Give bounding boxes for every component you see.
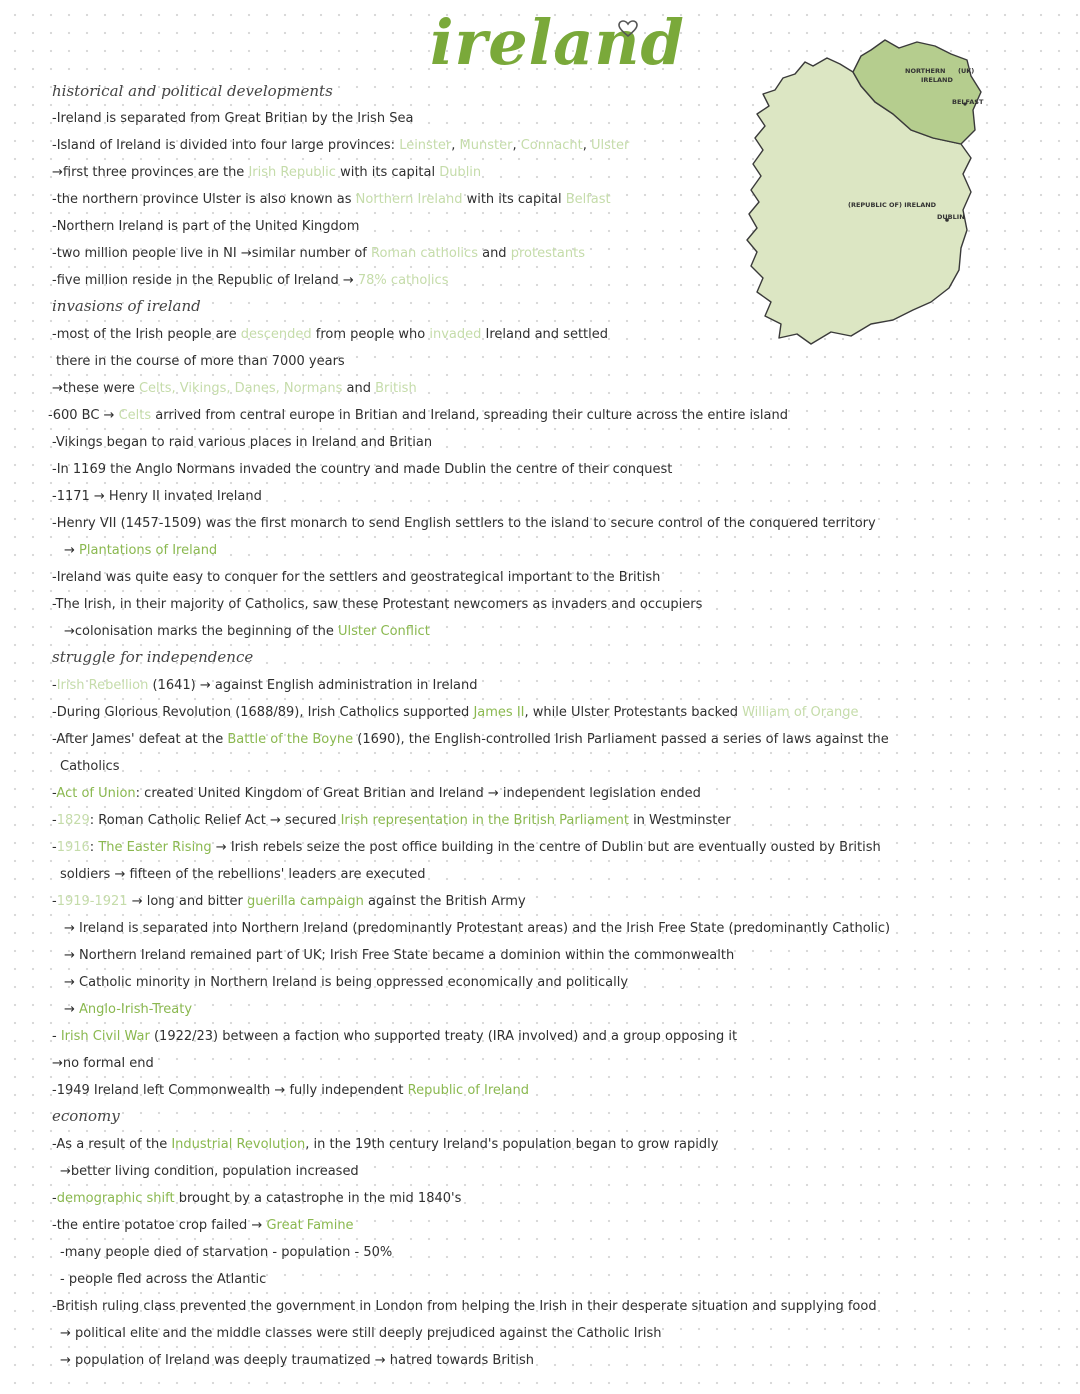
- note-line: soldiers → fifteen of the rebellions' leaders are executed: [60, 867, 426, 882]
- note-line: -1916: The Easter Rising → Irish rebels seize the post office building in the centre of Dublin but are eventually ousted by British: [52, 840, 881, 855]
- note-line: →these were Celts, Vikings, Danes, Normans and British: [52, 381, 417, 396]
- note-line: -1829: Roman Catholic Relief Act → secured Irish representation in the British Parliament in Westminster: [52, 813, 731, 828]
- note-line: -Henry VII (1457-1509) was the first monarch to send English settlers to the island to secure control of the conquered territory: [52, 516, 876, 531]
- note-line: →colonisation marks the beginning of the Ulster Conflict: [64, 624, 430, 639]
- note-line: -demographic shift brought by a catastrophe in the mid 1840's: [52, 1191, 462, 1206]
- map-label-ireland-north: IRELAND: [921, 76, 953, 84]
- note-line: -600 BC → Celts arrived from central europe in Britian and Ireland, spreading their culture across the entire island: [48, 408, 788, 423]
- note-line: -1919-1921 → long and bitter guerilla campaign against the British Army: [52, 894, 526, 909]
- note-line: -two million people live in NI →similar number of Roman catholics and protestants: [52, 246, 586, 261]
- note-line: -In 1169 the Anglo Normans invaded the country and made Dublin the centre of their conquest: [52, 462, 673, 477]
- map-label-belfast: BELFAST: [952, 98, 984, 106]
- section-heading-struggle: struggle for independence: [52, 648, 254, 666]
- note-line: -British ruling class prevented the government in London from helping the Irish in their desperate situation and supplying food: [52, 1299, 877, 1314]
- note-line: -After James' defeat at the Battle of the Boyne (1690), the English-controlled Irish Parliament passed a series of laws against the: [52, 732, 889, 747]
- note-line: -the entire potatoe crop failed → Great Famine: [52, 1218, 354, 1233]
- note-line: -During Glorious Revolution (1688/89), Irish Catholics supported James II, while Ulster Protestants backed William of Orange: [52, 705, 859, 720]
- note-line: -the northern province Ulster is also known as Northern Ireland with its capital Belfast: [52, 192, 611, 207]
- note-line: - people fled across the Atlantic: [60, 1272, 267, 1287]
- note-line: -Irish Rebellion (1641) → against English administration in Ireland: [52, 678, 478, 693]
- note-line: Catholics: [60, 759, 120, 774]
- note-line: → Plantations of Ireland: [64, 543, 218, 558]
- section-heading-invasions: invasions of ireland: [52, 297, 201, 315]
- note-line: -1171 → Henry II invated Ireland: [52, 489, 262, 504]
- map-label-northern: NORTHERN: [905, 67, 946, 75]
- ireland-map: [735, 34, 1000, 354]
- note-line: → Northern Ireland remained part of UK; Irish Free State became a dominion within the commonwealth: [64, 948, 735, 963]
- note-line: -five million reside in the Republic of Ireland → 78% catholics: [52, 273, 449, 288]
- note-line: -1949 Ireland left Commonwealth → fully independent Republic of Ireland: [52, 1083, 529, 1098]
- note-line: there in the course of more than 7000 years: [56, 354, 345, 369]
- note-line: →no formal end: [52, 1056, 154, 1071]
- note-line: -Ireland was quite easy to conquer for the settlers and geostrategical important to the British: [52, 570, 661, 585]
- note-line: -Island of Ireland is divided into four large provinces: Leinster, Munster, Connacht, Ulster: [52, 138, 630, 153]
- note-line: → Anglo-Irish-Treaty: [64, 1002, 193, 1017]
- note-line: → population of Ireland was deeply traumatized → hatred towards British: [60, 1353, 535, 1368]
- note-line: -Ireland is separated from Great Britian by the Irish Sea: [52, 111, 414, 126]
- note-line: →first three provinces are the Irish Republic with its capital Dublin: [52, 165, 482, 180]
- heart-icon: [618, 20, 638, 38]
- note-line: → Ireland is separated into Northern Ireland (predominantly Protestant areas) and the Irish Free State (predominantly Catholic): [64, 921, 891, 936]
- note-line: -Northern Ireland is part of the United Kingdom: [52, 219, 360, 234]
- note-line: -many people died of starvation - population - 50%: [60, 1245, 393, 1260]
- section-heading-historical: historical and political developments: [52, 82, 333, 100]
- note-line: → Catholic minority in Northern Ireland is being oppressed economically and politically: [64, 975, 629, 990]
- map-label-uk: (UK): [958, 67, 975, 75]
- note-line: -Vikings began to raid various places in Ireland and Britian: [52, 435, 433, 450]
- map-label-dublin: DUBLIN: [937, 213, 965, 221]
- note-line: → political elite and the middle classes were still deeply prejudiced against the Catholic Irish: [60, 1326, 662, 1341]
- note-line: →better living condition, population increased: [60, 1164, 359, 1179]
- map-label-republic: (REPUBLIC OF) IRELAND: [848, 201, 937, 209]
- note-line: -Act of Union: created United Kingdom of Great Britian and Ireland → independent legislation ended: [52, 786, 701, 801]
- note-line: -The Irish, in their majority of Catholics, saw these Protestant newcomers as invaders and occupiers: [52, 597, 703, 612]
- page-title: ireland: [430, 6, 685, 79]
- note-line: -As a result of the Industrial Revolution, in the 19th century Ireland's population began to grow rapidly: [52, 1137, 719, 1152]
- note-line: - Irish Civil War (1922/23) between a faction who supported treaty (IRA involved) and a group opposing it: [52, 1029, 738, 1044]
- section-heading-economy: economy: [52, 1107, 120, 1125]
- note-line: -most of the Irish people are descended from people who invaded Ireland and settled: [52, 327, 609, 342]
